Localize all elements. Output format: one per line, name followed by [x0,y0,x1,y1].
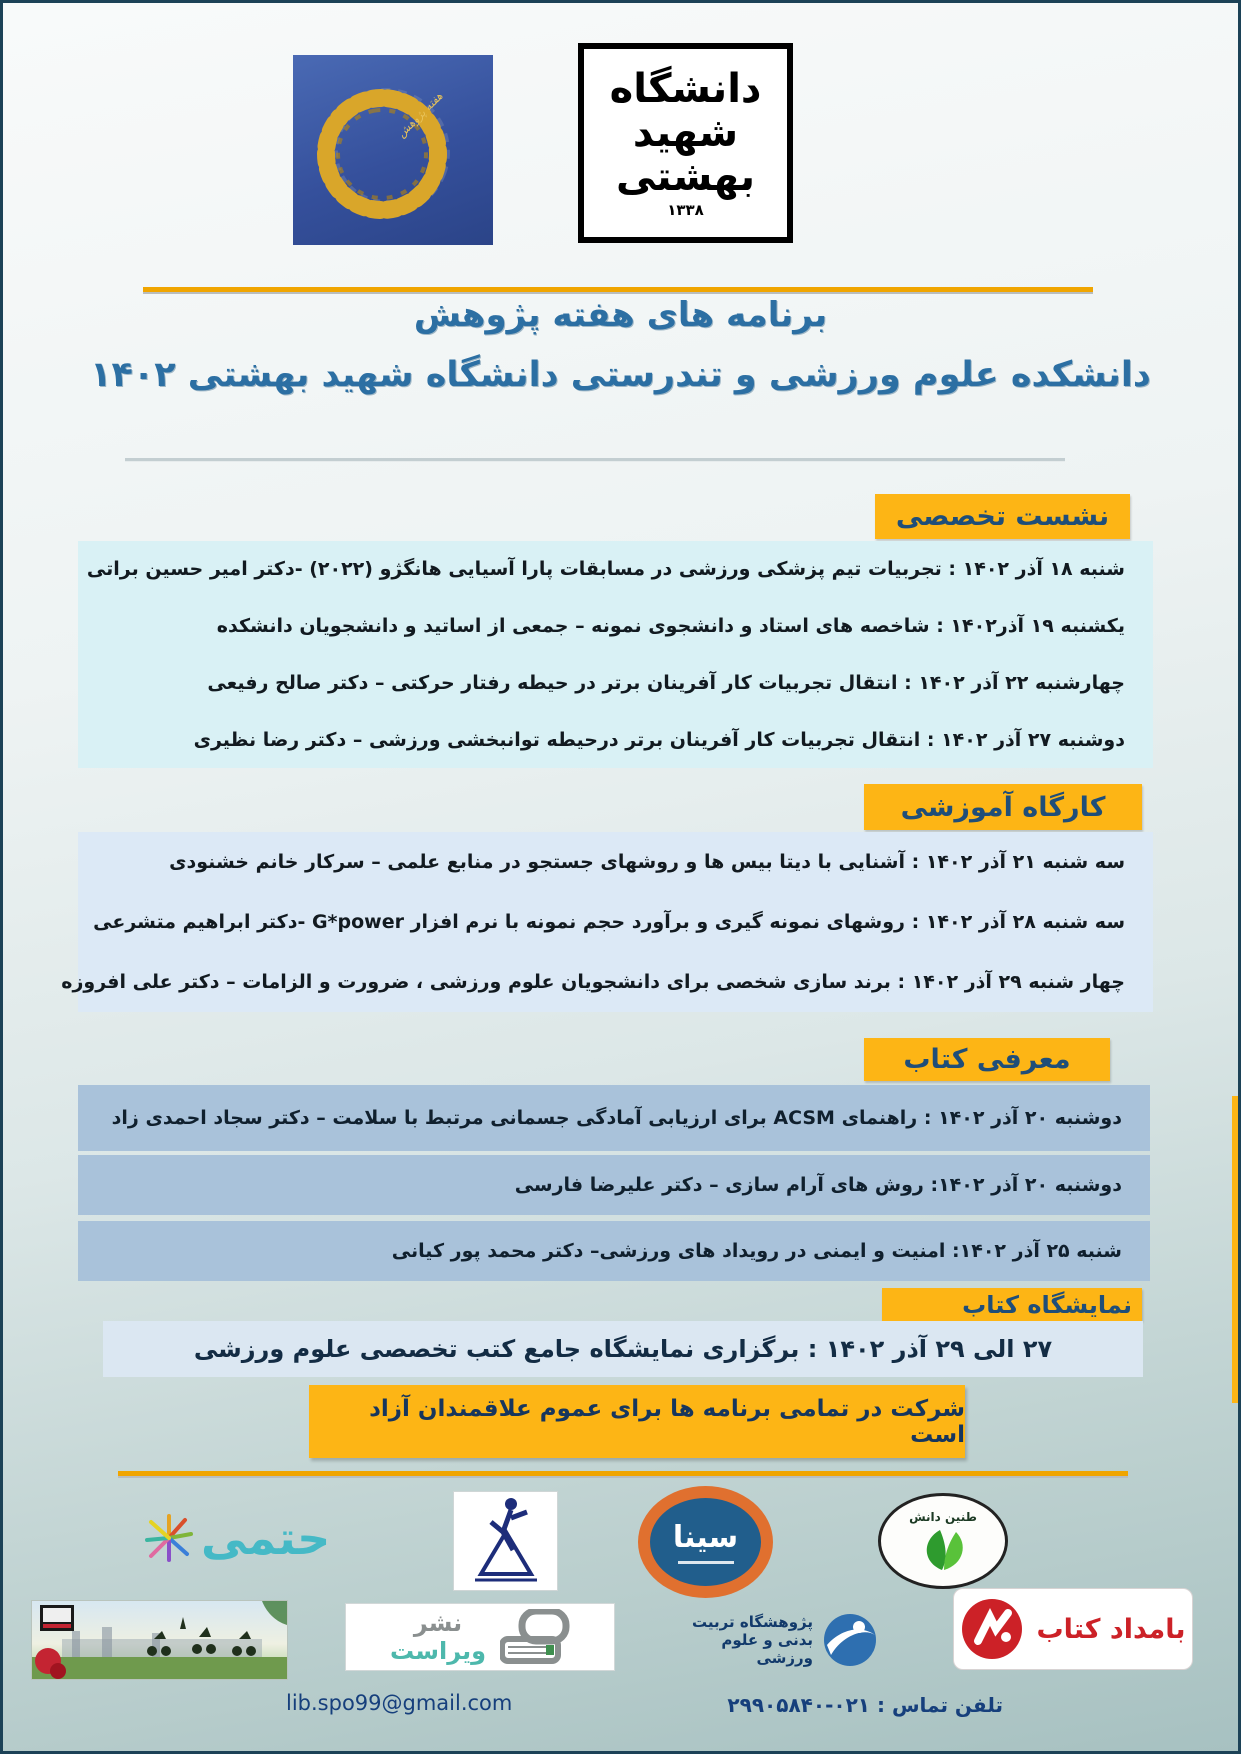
event-row: دوشنبه ۲۷ آذر ۱۴۰۲ : انتقال تجربیات کار آفرینان برتر درحیطه توانبخشی ورزشی – دکتر رضا نظیری [193,728,1125,751]
event-row: یکشنبه ۱۹ آذر۱۴۰۲ : شاخصه های استاد و دانشجوی نمونه – جمعی از اساتید و دانشجویان دانشکده [216,615,1125,638]
golden-ring-icon [298,60,488,240]
runner-emblem-icon [960,1597,1024,1661]
section-book-introduction-header: معرفی کتاب [864,1038,1110,1081]
sbu-logo [578,43,793,243]
tanin-danesh-logo [878,1493,1008,1589]
book-row [78,1085,1150,1151]
right-accent-strip [1232,1096,1238,1403]
book-row [78,1221,1150,1281]
bamdad-ketab-logo [953,1588,1193,1670]
cycling-campaign-banner [31,1600,288,1680]
sbu-logo-word: دانشگاه [609,66,762,112]
section-workshops-header: کارگاه آموزشی [864,784,1142,830]
svg-text:هفته پژوهش: هفته پژوهش [394,89,446,141]
virast-logo-text [390,1611,486,1663]
tanin-logo-text: طنین دانش [909,1510,977,1524]
event-row: چهار شنبه ۲۹ آذر ۱۴۰۲ : برند سازی شخصی برای دانشجویان علوم ورزشی ، ضرورت و الزامات – دکتر علی افروزه [61,971,1125,993]
sbu-logo-word: بهشتی [616,154,755,200]
book-row [78,1155,1150,1215]
separator-under-title [125,458,1065,462]
event-row: دوشنبه ۲۰ آذر ۱۴۰۲: روش های آرام سازی – دکتر علیرضا فارسی [514,1174,1122,1196]
event-row: شنبه ۱۸ آذر ۱۴۰۲ : تجربیات تیم پزشکی ورزشی در مسابقات پارا آسیایی هانگژو (۲۰۲۲) -دکتر امیر حسین براتی [86,558,1125,581]
section-book-exhibition-header: نمایشگاه کتاب [882,1288,1142,1321]
separator-top [143,287,1093,294]
swoosh-emblem-icon [821,1611,879,1669]
sina-logo-rule [678,1561,734,1564]
virast-logo-line2: ویراست [389,1637,487,1665]
sbu-logo-year: ۱۳۳۸ [667,201,704,219]
sina-logo-text: سینا [672,1520,739,1555]
poster-title-line2: دانشکده علوم ورزشی و تندرستی دانشگاه شهید بهشتی ۱۴۰۲ [90,355,1151,395]
research-week-logo [293,55,493,245]
footer-phone: تلفن تماس : ۰۲۱-۲۹۹۰۵۸۴۰ [727,1693,1003,1717]
footer-email: lib.spo99@gmail.com [286,1691,513,1715]
bamdad-logo-text: بامداد کتاب [1036,1613,1186,1645]
color-burst-icon [143,1512,195,1564]
virast-publishing-logo [345,1603,615,1671]
event-row: دوشنبه ۲۰ آذر ۱۴۰۲ : راهنمای ACSM برای ارزیابی آمادگی جسمانی مرتبط با سلامت – دکتر سجاد احمدی زاد [111,1107,1122,1129]
fencer-icon [461,1492,551,1584]
section-workshops-body [61,832,1153,1012]
book-icon [500,1609,570,1665]
sri-logo-text: پژوهشگاه تربیت بدنی و علوم ورزشی [692,1613,813,1667]
green-leaves-icon [912,1524,974,1572]
participation-banner-text: شرکت در تمامی برنامه ها برای عموم علاقمندان آزاد است [369,1395,965,1448]
event-row: سه شنبه ۲۱ آذر ۱۴۰۲ : آشنایی با دیتا بیس ها و روشهای جستجو در منابع علمی – سرکار خانم خشنودی [169,851,1125,873]
section-specialized-sessions-body [78,541,1153,768]
event-row: ۲۷ الی ۲۹ آذر ۱۴۰۲ : برگزاری نمایشگاه جامع کتب تخصصی علوم ورزشی [193,1335,1053,1363]
hatmi-logo [143,1500,343,1575]
sbu-logo-word: شهید [632,110,739,156]
separator-bottom [118,1471,1128,1478]
cyclists-silhouette-icon [32,1601,287,1679]
poster-title-line1: برنامه های هفته پژوهش [413,295,828,335]
sina-publications-logo [638,1486,773,1598]
virast-logo-line1: نشر [413,1609,463,1637]
section-specialized-sessions-header: نشست تخصصی [875,494,1130,539]
event-row: چهارشنبه ۲۲ آذر ۱۴۰۲ : انتقال تجربیات کار آفرینان برتر در حیطه رفتار حرکتی – دکتر صالح رفیعی [207,671,1125,694]
event-row: سه شنبه ۲۸ آذر ۱۴۰۲ : روشهای نمونه گیری و برآورد حجم نمونه با نرم افزار G*power -دکتر ابراهیم متشرعی [93,911,1125,933]
event-row: شنبه ۲۵ آذر ۱۴۰۲: امنیت و ایمنی در رویداد های ورزشی– دکتر محمد پور کیانی [391,1240,1122,1262]
sport-sciences-research-institute-logo [663,1601,903,1679]
section-book-exhibition-body [103,1321,1143,1377]
publisher-athlete-logo [453,1491,558,1591]
hatmi-logo-text: حتمی [201,1510,331,1565]
participation-banner [309,1385,965,1458]
